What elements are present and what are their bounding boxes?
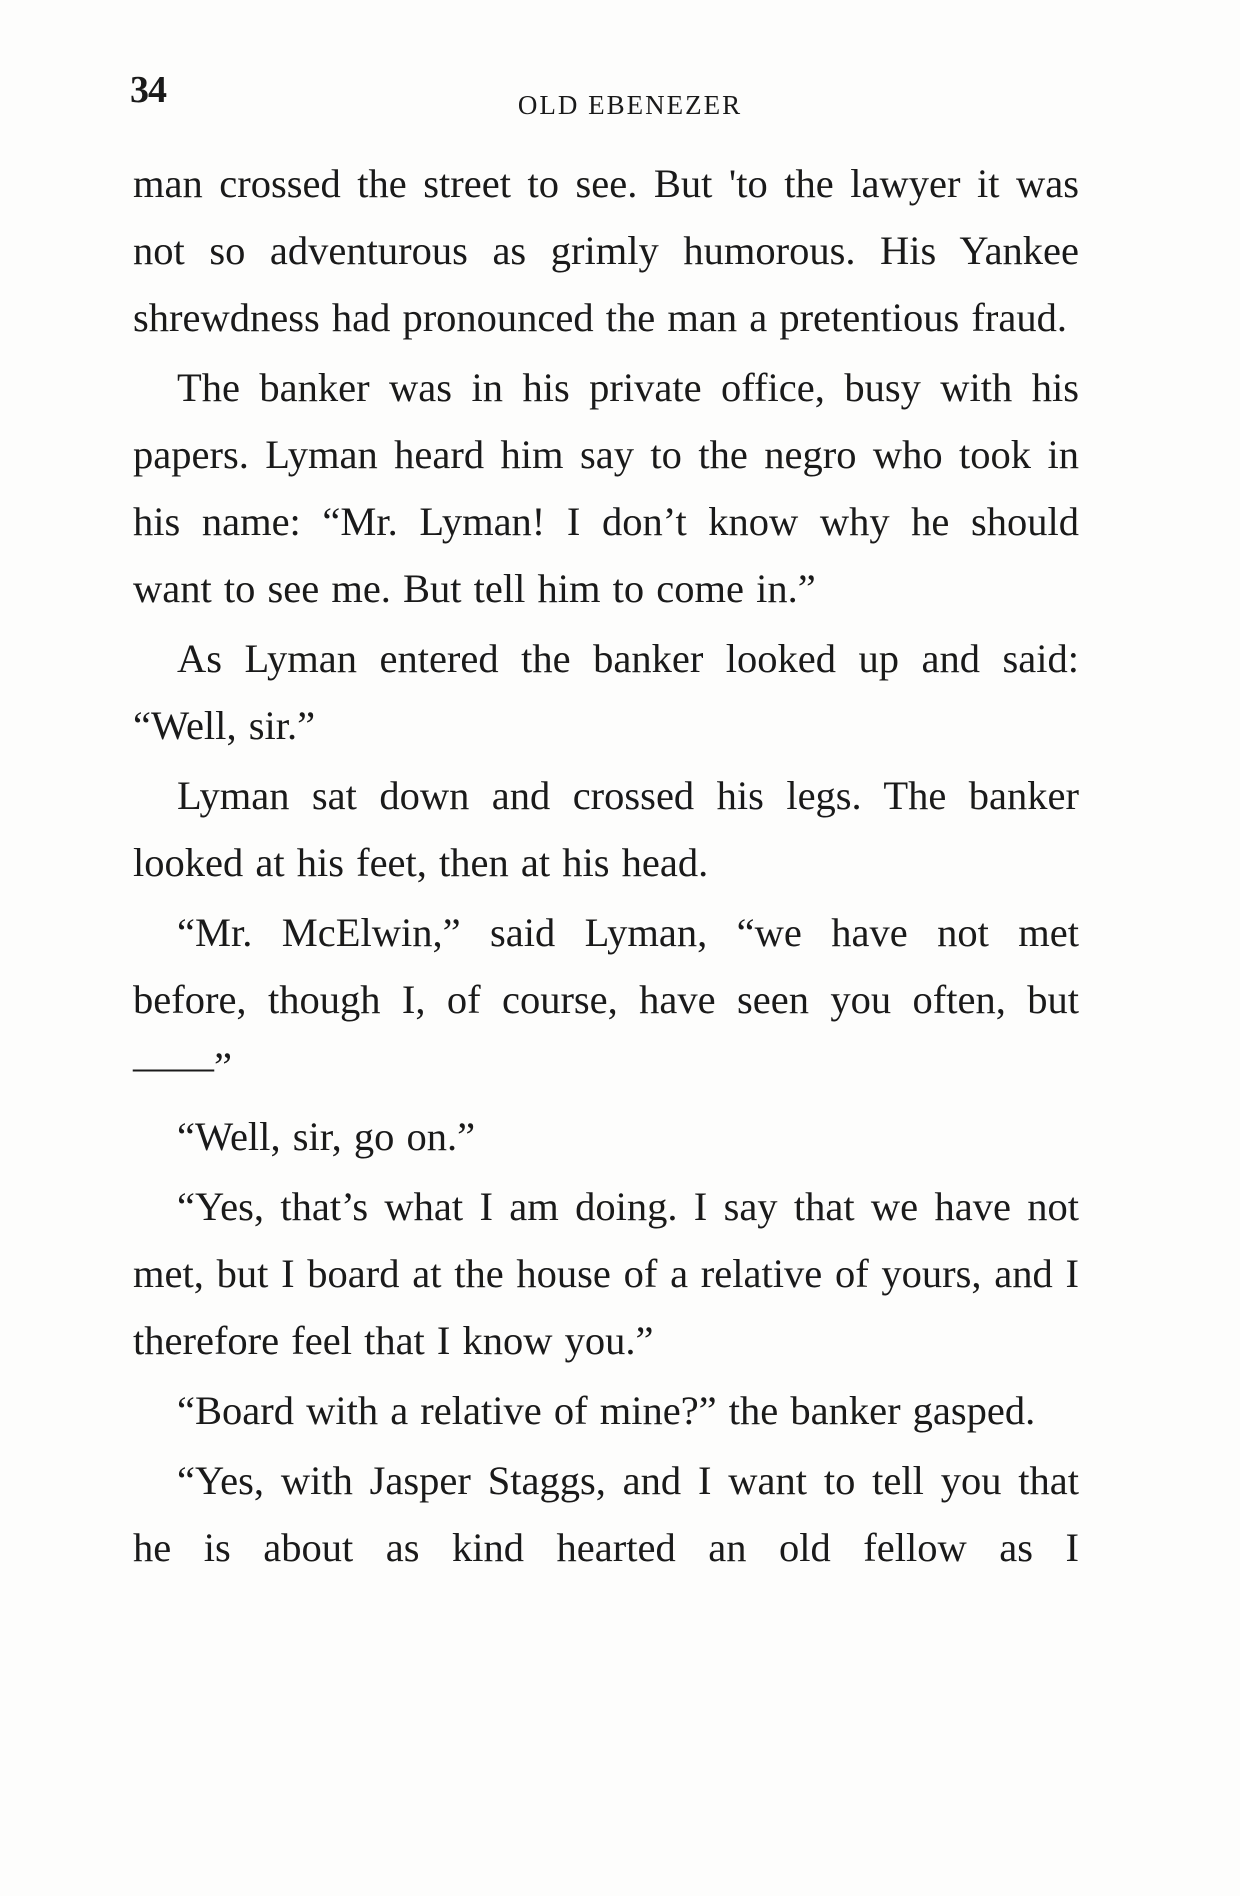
paragraph: “Board with a relative of mine?” the banker gasped. — [177, 1388, 1036, 1433]
paragraph: As Lyman entered the banker looked up and said: “Well, sir.” — [133, 636, 1079, 748]
running-title: OLD EBENEZER — [517, 90, 743, 120]
page-number: 34 — [130, 69, 166, 111]
paragraph: The banker was in his private office, busy with his papers. Lyman heard him say to the negro who took in his name: “Mr. Lyman! I don’t know why he should want to see me. But tell him to come in.” — [133, 365, 1079, 611]
paragraph: “Yes, that’s what I am doing. I say that we have not met, but I board at the house of a relative of yours, and I therefore feel that I know you.” — [133, 1184, 1079, 1363]
paragraph: “Mr. McElwin,” said Lyman, “we have not met before, though I, of course, have seen you often, but——” — [133, 910, 1079, 1089]
paragraph: Lyman sat down and crossed his legs. The banker looked at his feet, then at his head. — [133, 773, 1079, 885]
paragraph: man crossed the street to see. But 'to the lawyer it was not so adventurous as grimly humorous. His Yankee shrewdness had pronounced the man a pretentious fraud. — [133, 161, 1079, 340]
running-head — [130, 68, 1090, 128]
paragraph: “Yes, with Jasper Staggs, and I want to tell you that he is about as kind hearted an old fellow as I — [133, 1458, 1079, 1570]
body-text — [133, 150, 1079, 1584]
paragraph: “Well, sir, go on.” — [177, 1114, 476, 1159]
